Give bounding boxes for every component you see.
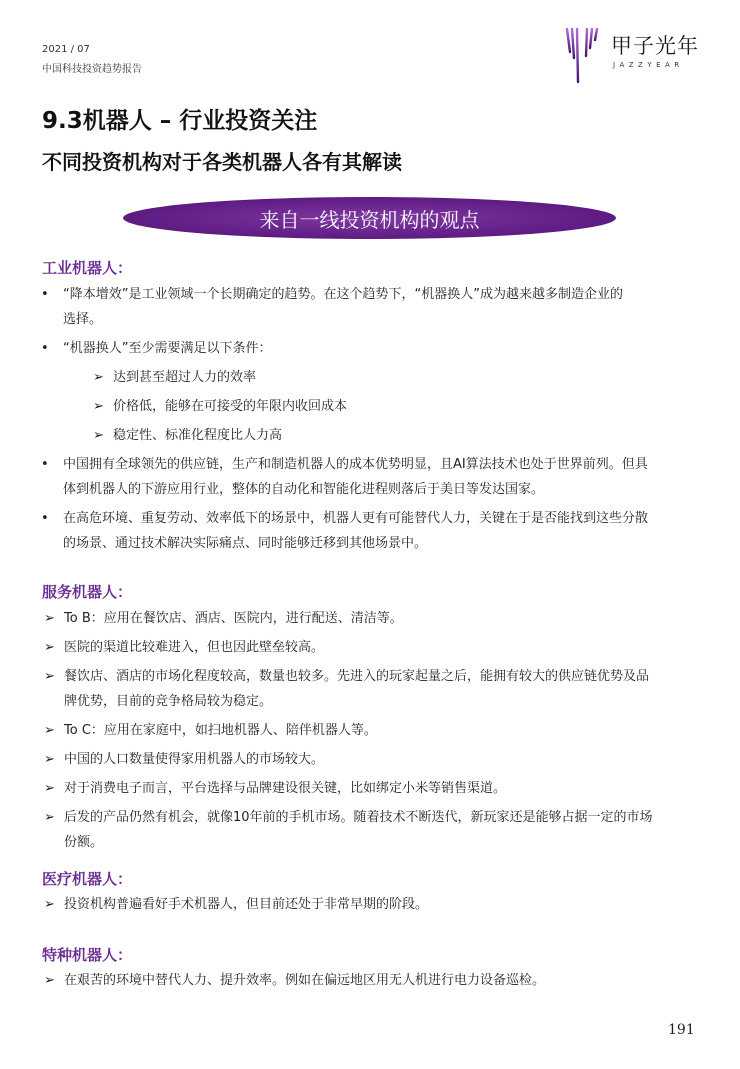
arrow-bullet-icon: ➢ [93,370,104,385]
arrow-bullet-icon: ➢ [93,399,104,414]
service-item-6: 对于消费电子而言，平台选择与品牌建设很关键，比如绑定小米等销售渠道。 [64,781,507,796]
arrow-bullet-icon: ➢ [44,723,55,738]
special-item-1: 在艰苦的环境中替代人力、提升效率。例如在偏远地区用无人机进行电力设备巡检。 [64,973,546,988]
industrial-bullet-4-line-2: 的场景、通过技术解决实际痛点、同时能够迁移到其他场景中。 [63,536,428,551]
header-report-title: 中国科技投资趋势报告 [42,64,142,75]
page-number: 191 [668,1022,695,1038]
arrow-bullet-icon: ➢ [44,611,55,626]
logo-name-cn: 甲子光年 [611,34,699,58]
bullet-dot-icon: • [41,511,49,526]
service-item-2: 医院的渠道比较难进入，但也因此壁垒较高。 [64,640,325,655]
arrow-bullet-icon: ➢ [93,428,104,443]
service-item-7-line-1: 后发的产品仍然有机会，就像10年前的手机市场。随着技术不断迭代，新玩家还是能够占据一定的市场 [64,810,653,825]
medical-item-1: 投资机构普遍看好手术机器人，但目前还处于非常早期的阶段。 [64,897,429,912]
banner [123,197,616,239]
page-subtitle: 不同投资机构对于各类机器人各有其解读 [42,150,402,174]
arrow-bullet-icon: ➢ [44,810,55,825]
special-heading: 特种机器人： [42,946,133,964]
service-item-3-line-2: 牌优势，目前的竞争格局较为稳定。 [64,694,273,709]
bullet-dot-icon: • [41,287,49,302]
industrial-bullet-3-line-1: 中国拥有全球领先的供应链，生产和制造机器人的成本优势明显，且AI算法技术也处于世界前列。但具 [63,457,648,472]
arrow-bullet-icon: ➢ [44,640,55,655]
arrow-bullet-icon: ➢ [44,897,55,912]
industrial-bullet-4-line-1: 在高危环境、重复劳动、效率低下的场景中，机器人更有可能替代人力，关键在于是否能找到这些分散 [63,511,649,526]
condition-3: 稳定性、标准化程度比人力高 [113,428,283,443]
bullet-dot-icon: • [41,341,49,356]
arrow-bullet-icon: ➢ [44,752,55,767]
service-item-4: To C：应用在家庭中，如扫地机器人、陪伴机器人等。 [64,723,377,738]
condition-2: 价格低，能够在可接受的年限内收回成本 [113,399,348,414]
industrial-heading: 工业机器人： [42,259,133,277]
page-title: 9.3机器人 – 行业投资关注 [42,108,318,134]
banner-label: 来自一线投资机构的观点 [259,207,480,232]
service-item-1: To B：应用在餐饮店、酒店、医院内，进行配送、清洁等。 [64,611,403,626]
bullet-dot-icon: • [41,457,49,472]
service-item-5: 中国的人口数量使得家用机器人的市场较大。 [64,752,325,767]
arrow-bullet-icon: ➢ [44,781,55,796]
service-item-3-line-1: 餐饮店、酒店的市场化程度较高，数量也较多。先进入的玩家起量之后，能拥有较大的供应链优势及品 [64,669,650,684]
medical-heading: 医疗机器人： [42,870,133,888]
arrow-bullet-icon: ➢ [44,973,55,988]
industrial-bullet-2: “机器换人”至少需要满足以下条件： [63,341,272,356]
logo-name-en: JAZZYEAR [613,61,684,69]
industrial-bullet-3-line-2: 体到机器人的下游应用行业，整体的自动化和智能化进程则落后于美日等发达国家。 [63,482,545,497]
condition-1: 达到甚至超过人力的效率 [113,370,257,385]
industrial-bullet-1-line-1: “降本增效”是工业领域一个长期确定的趋势。在这个趋势下，“机器换人”成为越来越多制造企业的 [63,287,623,302]
service-item-7-line-2: 份额。 [64,835,104,850]
arrow-bullet-icon: ➢ [44,669,55,684]
industrial-bullet-1-line-2: 选择。 [63,312,103,327]
header-date: 2021 / 07 [42,44,90,55]
service-heading: 服务机器人： [42,583,133,601]
